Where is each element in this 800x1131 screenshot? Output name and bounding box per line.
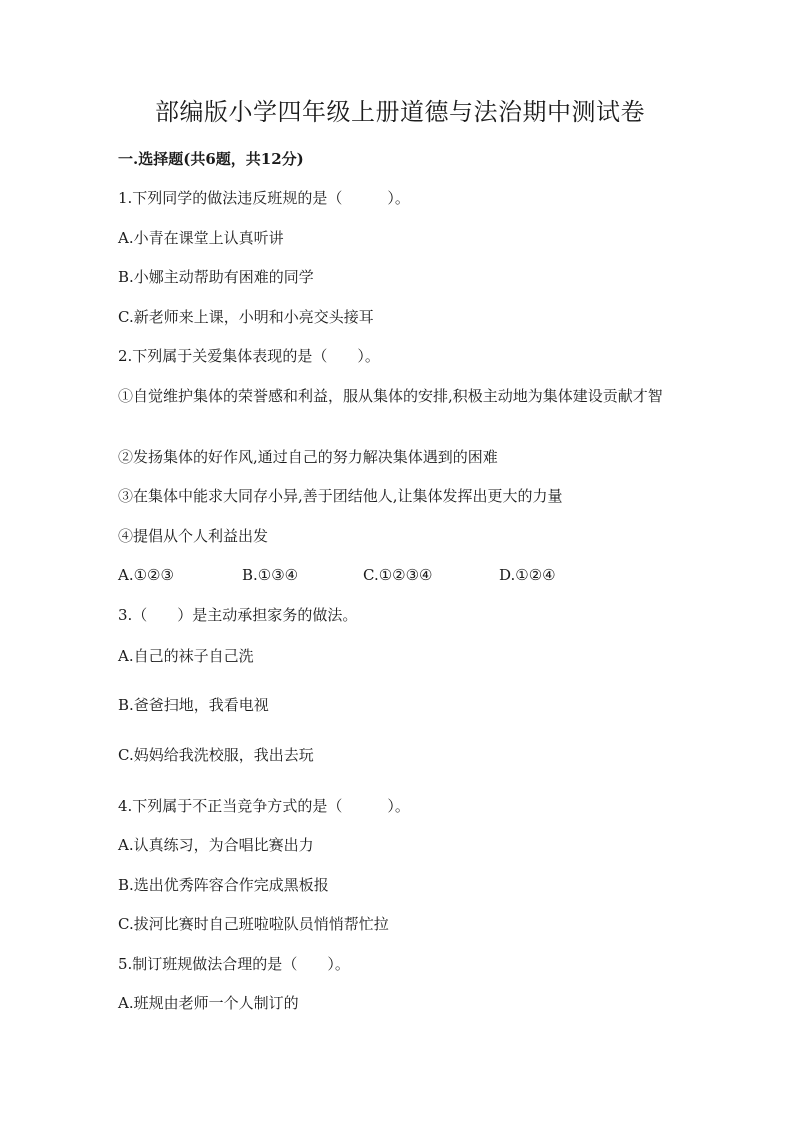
question-2-option-b: B.①③④ <box>242 566 299 584</box>
question-1-option-a: A.小青在课堂上认真听讲 <box>118 229 284 247</box>
section-header: 一.选择题(共6题，共12分) <box>118 150 304 168</box>
question-3-option-a: A.自己的袜子自己洗 <box>118 647 254 665</box>
question-1-option-b: B.小娜主动帮助有困难的同学 <box>118 268 314 286</box>
question-5-stem: 5.制订班规做法合理的是（ ）。 <box>118 955 350 973</box>
question-2-stem: 2.下列属于关爱集体表现的是（ ）。 <box>118 347 380 365</box>
question-4-stem: 4.下列属于不正当竞争方式的是（ ）。 <box>118 797 410 815</box>
question-2-statement-3: ③在集体中能求大同存小异,善于团结他人,让集体发挥出更大的力量 <box>118 487 563 505</box>
question-2-option-d: D.①②④ <box>499 566 556 584</box>
question-2-statement-4: ④提倡从个人利益出发 <box>118 527 269 545</box>
page-title: 部编版小学四年级上册道德与法治期中测试卷 <box>155 98 645 126</box>
question-1-option-c: C.新老师来上课，小明和小亮交头接耳 <box>118 308 374 326</box>
question-3-option-b: B.爸爸扫地，我看电视 <box>118 696 269 714</box>
question-4-option-a: A.认真练习，为合唱比赛出力 <box>118 836 314 854</box>
question-2-statement-2: ②发扬集体的好作风,通过自己的努力解决集体遇到的困难 <box>118 448 498 466</box>
question-4-option-b: B.选出优秀阵容合作完成黑板报 <box>118 876 329 894</box>
question-2-option-a: A.①②③ <box>118 566 174 584</box>
question-1-stem: 1.下列同学的做法违反班规的是（ ）。 <box>118 189 410 207</box>
question-4-option-c: C.拔河比赛时自己班啦啦队员悄悄帮忙拉 <box>118 915 389 933</box>
question-2-option-c: C.①②③④ <box>363 566 433 584</box>
question-5-option-a: A.班规由老师一个人制订的 <box>118 994 299 1012</box>
question-2-statement-1: ①自觉维护集体的荣誉感和利益，服从集体的安排,积极主动地为集体建设贡献才智 <box>118 387 663 405</box>
question-3-option-c: C.妈妈给我洗校服，我出去玩 <box>118 746 314 764</box>
question-3-stem: 3.（ ）是主动承担家务的做法。 <box>118 606 358 624</box>
